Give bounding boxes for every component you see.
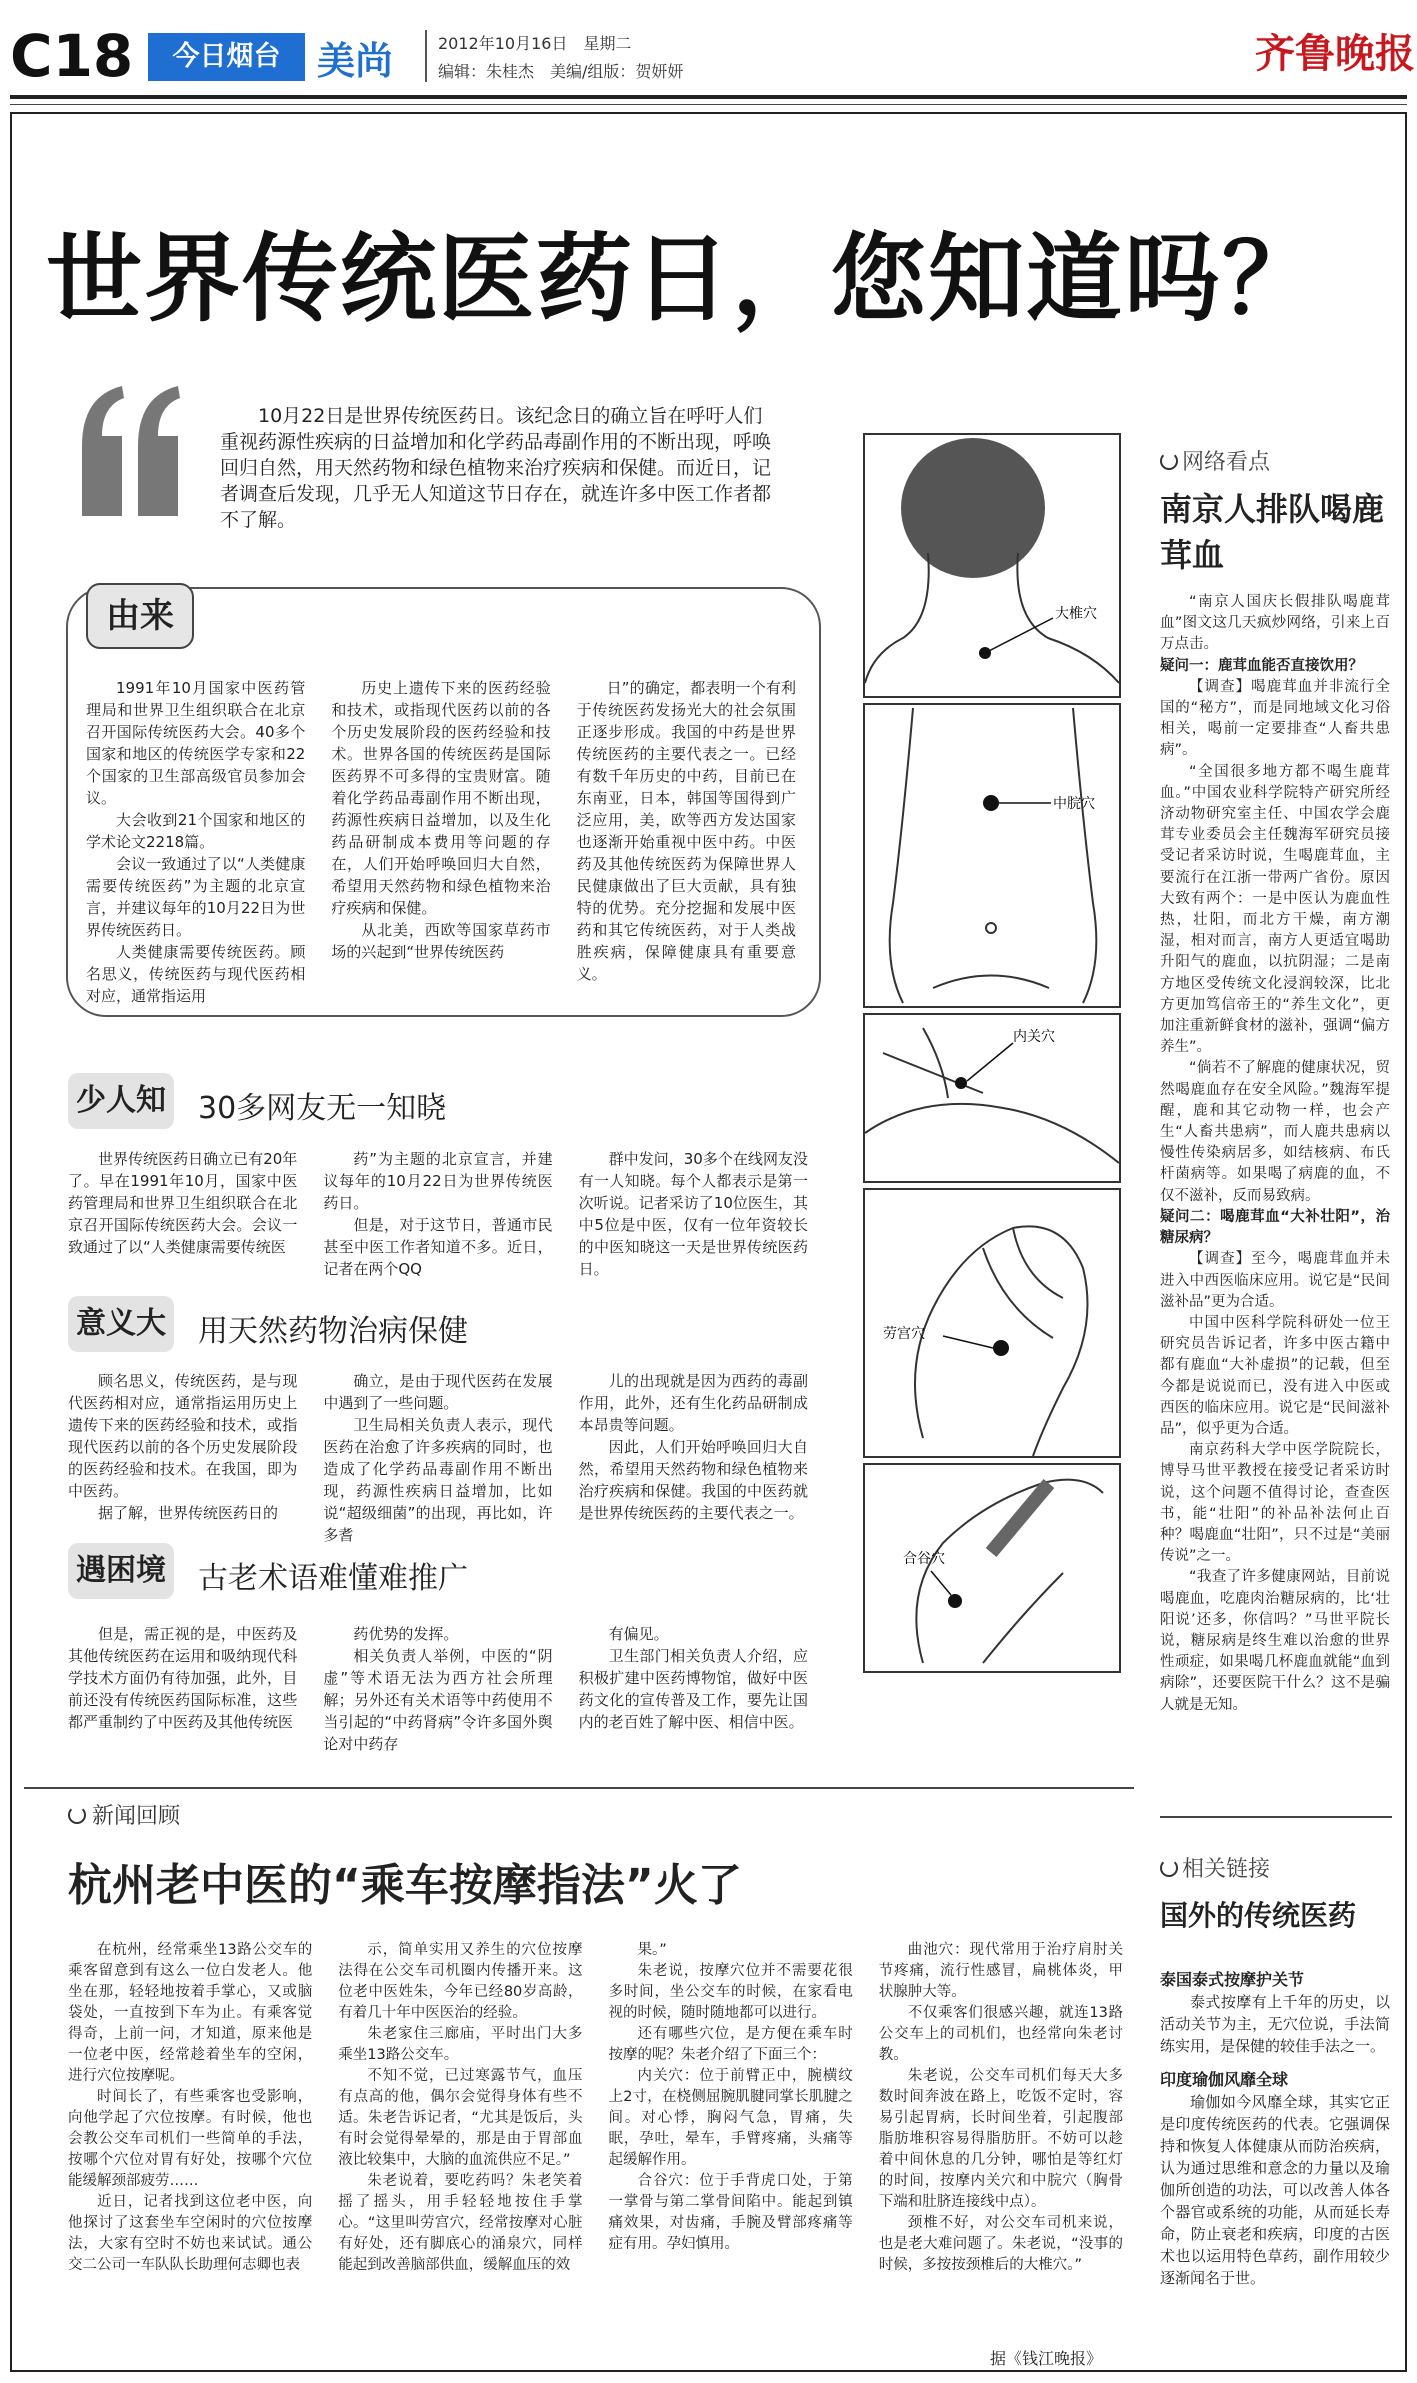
section-divider — [24, 1787, 1134, 1789]
paragraph: 人类健康需要传统医药。顾名思义，传统医药与现代医药相对应，通常指运用 — [86, 943, 306, 1005]
news-title: 杭州老中医的“乘车按摩指法”火了 — [68, 1860, 742, 1911]
column-label: 美尚 — [317, 39, 394, 83]
sidebar-links — [1160, 1852, 1390, 2289]
paragraph: 药优势的发挥。 — [353, 1625, 459, 1643]
news-source: 据《钱江晚报》 — [990, 2349, 1103, 2368]
sidebar-divider — [1160, 1816, 1392, 1818]
paragraph: 【调查】喝鹿茸血并非流行全国的“秘方”，而是同地域文化习俗相关，喝前一定要排查“人畜共患病”。 — [1160, 678, 1390, 759]
subhead-tag: 意义大 — [68, 1296, 174, 1352]
kicker-label: 网络看点 — [1182, 450, 1271, 475]
paragraph: 相关负责人举例，中医的“阴虚”等术语无法为西方社会所理解；另外还有关术语等中药使用不当引起的“中药肾病”令许多国外舆论对中药存 — [323, 1647, 553, 1753]
sidebar-title: 国外的传统医药 — [1160, 1899, 1357, 1932]
subhead-title: 30多网友无一知晓 — [198, 1091, 447, 1126]
paragraph: 会议一致通过了以“人类健康需要传统医药”为主题的北京宣言，并建议每年的10月22日为世界传统医药日。 — [86, 855, 306, 939]
bullet-icon — [68, 1806, 86, 1824]
page-header — [0, 0, 1417, 96]
origin-tag: 由来 — [86, 583, 194, 649]
abdomen-illustration — [863, 703, 1121, 1008]
headline: 世界传统医药日，您知道吗？ — [46, 223, 1320, 335]
paragraph: 但是，需正视的是，中医药及其他传统医药在运用和吸纳现代科学技术方面仍有待加强，此外，目前还没有传统医药国际标准，这些都严重制约了中医药及其他传统医 — [68, 1625, 298, 1731]
acupoint-label: 内关穴 — [1013, 1029, 1055, 1045]
paragraph: 合谷穴：位于手背虎口处，于第一掌骨与第二掌骨间陷中。能起到镇痛效果，对齿痛，手腕及臂部疼痛等症有用。孕妇慎用。 — [608, 2173, 853, 2252]
quote-mark-icon — [72, 376, 192, 526]
news-columns — [68, 1940, 1123, 2276]
paragraph: 儿的出现就是因为西药的毒副作用，此外，还有生化药品研制成本昂贵等问题。 — [578, 1372, 808, 1434]
paragraph: 还有哪些穴位，是方便在乘车时按摩的呢？朱老介绍了下面三个： — [608, 2026, 853, 2063]
origin-col-1 — [86, 677, 305, 1007]
bullet-icon — [1160, 452, 1178, 470]
paragraph: 据了解，世界传统医药日的 — [98, 1504, 279, 1522]
paragraph: 日”的确定，都表明一个有利于传统医药发扬光大的社会氛围正逐步形成。我国的中药是世界传统医药的主要代表之一。已经有数千年历史的中药，目前已在东南亚，日本，韩国等国得到广泛应用，美，欧等西方发达国家也逐渐开始重视中医中药。中医药及其他传统医药为保障世界人民健康做出了巨大贡献，具有独特的优势。充分挖掘和发展中医药和其它传统医药，对于人类战胜疾病，保障健康具有重要意义。 — [576, 679, 796, 983]
paragraph: 朱老家住三廊庙，平时出门大多乘坐13路公交车。 — [338, 2026, 583, 2063]
paragraph: 群中发问，30多个在线网友没有一人知晓。每个人都表示是第一次听说。记者采访了10位医生，其中5位是中医，仅有一位年资较长的中医知晓这一天是世界传统医药日。 — [578, 1150, 808, 1278]
paragraph: 但是，对于这节日，普通市民甚至中医工作者知道不多。近日，记者在两个QQ — [323, 1216, 553, 1278]
paragraph: 【调查】至今，喝鹿茸血并未进入中西医临床应用。说它是“民间滋补品”更为合适。 — [1160, 1251, 1390, 1310]
acupoint-label: 大椎穴 — [1055, 606, 1097, 622]
paragraph: “全国很多地方都不喝生鹿茸血。”中国农业科学院特产研究所经济动物研究室主任、中国农学会鹿茸专业委员会主任魏海军研究员接受记者采访时说，生喝鹿茸血，主要流行在江浙一带两广省份。原因大致有两个：一是中医认为鹿血性热，壮阳，而北方干燥，南方潮湿，相对而言，南方人更适宜喝助升阳气的鹿血，以抗阴湿；二是南方地区受传统文化浸润较深，比北方更加笃信帝王的“养生文化”，更加注重新鲜食材的滋补，强调“偏方养生”。 — [1160, 763, 1390, 1056]
paragraph: 1991年10月国家中医药管理局和世界卫生组织联合在北京召开国际传统医药大会。40多个国家和地区的传统医学专家和22个国家的卫生部高级官员参加会议。 — [86, 679, 306, 807]
paragraph: 从北美，西欧等国家草药市场的兴起到“世界传统医药 — [331, 921, 551, 961]
sidebar-kicker — [1160, 445, 1390, 476]
paragraph: 卫生部门相关负责人介绍，应积极扩建中医药博物馆，做好中医药文化的宣传普及工作，要先让国内的老百姓了解中医、相信中医。 — [578, 1647, 808, 1731]
header-rule-thin — [10, 104, 1407, 105]
sidebar-kicker — [1160, 1852, 1390, 1883]
kicker-label: 新闻回顾 — [92, 1804, 181, 1829]
paragraph: 朱老说着，要吃药吗？朱老笑着摇了摇头，用手轻轻地按住手掌心。“这里叫劳宫穴，经常按摩对心脏有好处，还有脚底心的涌泉穴，同样能起到改善脑部供血，缓解血压的效 — [338, 2173, 583, 2273]
hand-back-illustration — [863, 1463, 1121, 1673]
paragraph: 大会收到21个国家和地区的学术论文2218篇。 — [86, 811, 306, 851]
paragraph: 顾名思义，传统医药，是与现代医药相对应，通常指运用历史上遗传下来的医药经验和技术，或指现代医药以前的各个历史发展阶段的医药经验和技术。在我国，即为中医药。 — [68, 1372, 298, 1500]
subheading: 泰国泰式按摩护关节 — [1160, 1970, 1305, 1989]
bullet-icon — [1160, 1859, 1178, 1877]
paragraph: 南京药科大学中医学院院长，博导马世平教授在接受记者采访时说，这个问题不值得讨论，查查医书，能“壮阳”的补品补法何止百种？喝鹿血“壮阳”，只不过是“美丽传说”之一。 — [1160, 1442, 1390, 1565]
paragraph: 曲池穴：现代常用于治疗肩肘关节疼痛，流行性感冒，扁桃体炎，甲状腺肿大等。 — [878, 1942, 1123, 2000]
subhead-tag: 少人知 — [68, 1073, 174, 1129]
subheading: 印度瑜伽风靡全球 — [1160, 2070, 1289, 2089]
paragraph: 有偏见。 — [608, 1625, 669, 1643]
acupoint-illustrations — [863, 433, 1121, 1813]
paragraph: 中国中医科学院科研处一位王研究员告诉记者，许多中医古籍中都有鹿血“大补虚损”的记载，但至今都是说说而已，没有进入中医或西医的临床应用。说它是“民间滋补品”，似乎更为合适。 — [1160, 1314, 1390, 1437]
origin-columns — [86, 677, 796, 1007]
editor-credits: 编辑：朱桂杰 美编/组版：贺妍妍 — [438, 62, 684, 81]
section-label: 今日烟台 — [148, 33, 305, 81]
paragraph: 颈椎不好，对公交车司机来说，也是老大难问题了。朱老说，“没事的时候，多按按颈椎后的大椎穴。” — [878, 2215, 1123, 2273]
paragraph: 泰式按摩有上千年的历史，以活动关节为主，无穴位说，手法简练实用，是保健的较佳手法之一。 — [1160, 1993, 1390, 2055]
wrist-illustration — [863, 1013, 1121, 1183]
paragraph: 近日，记者找到这位老中医，向他探讨了这套坐车空闲时的穴位按摩法，大家有空时不妨也来试试。通公交二公司一车队队长助理何志卿也表 — [68, 2194, 313, 2273]
origin-col-3 — [577, 677, 796, 1007]
paragraph: 示，简单实用又养生的穴位按摩法得在公交车司机圈内传播开来。这位老中医姓朱，今年已经80岁高龄，有着几十年中医医治的经验。 — [338, 1942, 583, 2021]
paragraph: 确立，是由于现代医药在发展中遇到了一些问题。 — [323, 1372, 553, 1412]
paragraph: 果。” — [637, 1942, 667, 1958]
paragraph: 不知不觉，已过寒露节气，血压有点高的他，偶尔会觉得身体有些不适。朱老告诉记者，“尤其是饭后，头有时会觉得晕晕的，那是由于胃部血液比较集中，大脑的血流供应不足。” — [338, 2068, 583, 2168]
kicker-label: 相关链接 — [1182, 1857, 1271, 1882]
paragraph: 朱老说，公交车司机们每天大多数时间奔波在路上，吃饭不定时，容易引起胃病，长时间坐着，引起腹部脂肪堆积容易得脂肪肝。不妨可以趁着中间休息的几分钟，哪怕是等红灯的时间，按摩内关穴和中脘穴（胸骨下端和肚脐连接线中点）。 — [878, 2068, 1123, 2210]
issue-date: 2012年10月16日 星期二 — [438, 34, 632, 53]
paragraph: 不仅乘客们很感兴趣，就连13路公交车上的司机们，也经常向朱老讨教。 — [878, 2005, 1123, 2063]
paragraph: 卫生局相关负责人表示，现代医药在治愈了许多疾病的同时，也造成了化学药品毒副作用不断出现，药源性疾病日益增加，比如说“超级细菌”的出现，再比如，许多耆 — [323, 1416, 553, 1544]
paragraph: 历史上遗传下来的医药经验和技术，或指现代医药以前的各个历史发展阶段的医药经验和技术。世界各国的传统医药是国际医药界不可多得的宝贵财富。随着化学药品毒副作用不断出现，药源性疾病日益增加，以及生化药品研制成本费用等问题的存在，人们开始呼唤回归大自然，希望用天然药物和绿色植物来治疗疾病和保健。 — [331, 679, 551, 917]
palm-illustration — [863, 1188, 1121, 1458]
paragraph: 因此，人们开始呼唤回归大自然，希望用天然药物和绿色植物来治疗疾病和保健。我国的中医药就是世界传统医药的主要代表之一。 — [578, 1438, 808, 1522]
paragraph: 世界传统医药日确立已有20年了。早在1991年10月，国家中医药管理局和世界卫生组织联合在北京召开国际传统医药大会。会议一致通过了以“人类健康需要传统医 — [68, 1150, 298, 1256]
significance-columns — [68, 1370, 808, 1546]
sidebar-body — [1160, 1969, 1390, 2289]
lead-paragraph: 10月22日是世界传统医药日。该纪念日的确立旨在呼吁人们重视药源性疾病的日益增加和化学药品毒副作用的不断出现，呼唤回归自然，用天然药物和绿色植物来治疗疾病和保健。而近日，记者调查后发现，几乎无人知道这节日存在，就连许多中医工作者都不了解。 — [220, 405, 772, 531]
paragraph: “倘若不了解鹿的健康状况，贸然喝鹿血存在安全风险。”魏海军提醒，鹿和其它动物一样，也会产生“人畜共患病”，而人鹿共患病以慢性传染病居多，如结核病、布氏杆菌病等。如果喝了病鹿的血，不仅不滋补，反而易致病。 — [1160, 1060, 1390, 1204]
paragraph: 朱老说，按摩穴位并不需要花很多时间，坐公交车的时候，在家看电视的时候，随时随地都可以进行。 — [608, 1963, 853, 2021]
acupoint-label: 合谷穴 — [903, 1551, 945, 1567]
sidebar-web — [1160, 445, 1390, 1716]
subhead-title: 古老术语难懂难推广 — [198, 1561, 468, 1596]
question: 疑问二：喝鹿茸血“大补壮阳”，治糖尿病？ — [1160, 1208, 1390, 1247]
sidebar-body — [1160, 592, 1390, 1716]
sidebar-title: 南京人排队喝鹿茸血 — [1160, 490, 1385, 574]
paragraph: “南京人国庆长假排队喝鹿茸血”图文这几天疯炒网络，引来上百万点击。 — [1160, 594, 1390, 653]
paragraph: 瑜伽如今风靡全球，其实它正是印度传统医药的代表。它强调保持和恢复人体健康从而防治疾病，认为通过思维和意念的力量以及瑜伽所创造的功法，可以改善人体各个器官或系统的功能，从而延长寿命，防止衰老和疾病，印度的古医术也以运用特色草药，副作用较少逐渐闻名于世。 — [1160, 2093, 1390, 2287]
newspaper-logo: 齐鲁晚报 — [1255, 30, 1415, 77]
header-rule — [10, 95, 1407, 99]
little-known-columns — [68, 1148, 808, 1280]
page-number: C18 — [10, 22, 134, 90]
paragraph: 内关穴：位于前臂正中，腕横纹上2寸，在桡侧屈腕肌腱同掌长肌腱之间。对心悸，胸闷气急，胃痛，失眠，孕吐，晕车，手臂疼痛，头痛等起缓解作用。 — [608, 2068, 853, 2168]
news-kicker — [68, 1799, 180, 1830]
question: 疑问一：鹿茸血能否直接饮用？ — [1160, 657, 1363, 674]
paragraph: 时间长了，有些乘客也受影响，向他学起了穴位按摩。有时候，他也会教公交车司机们一些简单的手法，按哪个穴位对胃有好处，按哪个穴位能缓解颈部疲劳…… — [68, 2089, 313, 2189]
subhead-tag: 遇困境 — [68, 1543, 174, 1599]
acupoint-label: 劳宫穴 — [883, 1326, 925, 1342]
subhead-title: 用天然药物治病保健 — [198, 1314, 468, 1349]
origin-col-2 — [331, 677, 550, 1007]
difficulty-columns — [68, 1623, 808, 1755]
paragraph: 药”为主题的北京宣言，并建议每年的10月22日为世界传统医药日。 — [323, 1150, 553, 1212]
acupoint-label: 中脘穴 — [1053, 796, 1095, 812]
paragraph: “我查了许多健康网站，目前说喝鹿血，吃鹿肉治糖尿病的，比‘壮阳说’还多，你信吗？”马世平院长说，糖尿病是终生难以治愈的世界性顽症，如果喝几杯鹿血就能“血到病除”，还要医院干什么？这不是骗人就是无知。 — [1160, 1569, 1390, 1713]
neck-back-illustration — [863, 433, 1121, 698]
divider — [425, 30, 427, 82]
paragraph: 在杭州，经常乘坐13路公交车的乘客留意到有这么一位白发老人。他坐在那，轻轻地按着手掌心，又或脑袋处，一直按到下车为止。有乘客觉得奇，上前一问，才知道，原来他是一位老中医，经常趁着坐车的空闲，进行穴位按摩呢。 — [68, 1942, 313, 2084]
